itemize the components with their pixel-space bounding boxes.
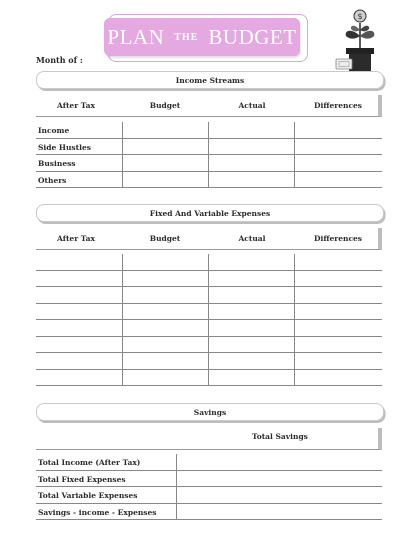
expenses-col-after-tax: After Tax (57, 234, 95, 243)
table-row[interactable] (36, 254, 382, 271)
table-row[interactable] (36, 271, 382, 288)
title-word-budget: BUDGET (208, 24, 297, 49)
income-col-after-tax: After Tax (57, 101, 95, 110)
expenses-header: Fixed And Variable Expenses (36, 204, 384, 222)
expenses-col-budget: Budget (149, 234, 181, 243)
svg-text:$: $ (357, 12, 363, 21)
table-row[interactable] (36, 139, 382, 156)
table-row[interactable] (36, 504, 382, 521)
total-savings-strip (36, 428, 382, 450)
table-row[interactable] (36, 287, 382, 304)
savings-header: Savings (36, 403, 384, 421)
income-table (36, 122, 382, 188)
expenses-table (36, 254, 382, 386)
total-savings-label: Total Savings (252, 432, 308, 441)
table-row[interactable] (36, 304, 382, 321)
table-row[interactable] (36, 155, 382, 172)
title-word-the: THE (174, 31, 199, 43)
page-title (104, 18, 300, 56)
table-row[interactable] (36, 471, 382, 488)
title-word-plan: PLAN (107, 24, 165, 49)
money-plant-icon (332, 6, 384, 74)
income-col-actual: Actual (238, 101, 266, 110)
table-row[interactable] (36, 353, 382, 370)
savings-table (36, 454, 382, 520)
expenses-col-actual: Actual (238, 234, 266, 243)
expenses-column-headers (36, 228, 382, 250)
table-row[interactable] (36, 172, 382, 189)
income-row-label: Income (38, 126, 70, 135)
table-row[interactable] (36, 320, 382, 337)
income-column-headers (36, 95, 382, 117)
table-row[interactable] (36, 337, 382, 354)
table-row[interactable] (36, 370, 382, 387)
others-row-label: Others (38, 175, 67, 185)
income-col-budget: Budget (149, 101, 181, 110)
table-row[interactable] (36, 454, 382, 471)
total-variable-expenses-label: Total Variable Expenses (38, 491, 138, 500)
business-row-label: Business (38, 159, 76, 168)
savings-formula-label: Savings - income - Expenses (38, 507, 157, 517)
total-income-label: Total Income (After Tax) (38, 458, 141, 467)
month-label: Month of : (36, 55, 83, 65)
side-hustles-row-label: Side Hustles (38, 142, 91, 152)
income-streams-header: Income Streams (36, 71, 384, 89)
table-row[interactable] (36, 122, 382, 139)
table-row[interactable] (36, 487, 382, 504)
total-fixed-expenses-label: Total Fixed Expenses (38, 474, 126, 484)
expenses-col-differences: Differences (313, 234, 363, 243)
income-col-differences: Differences (313, 101, 363, 110)
